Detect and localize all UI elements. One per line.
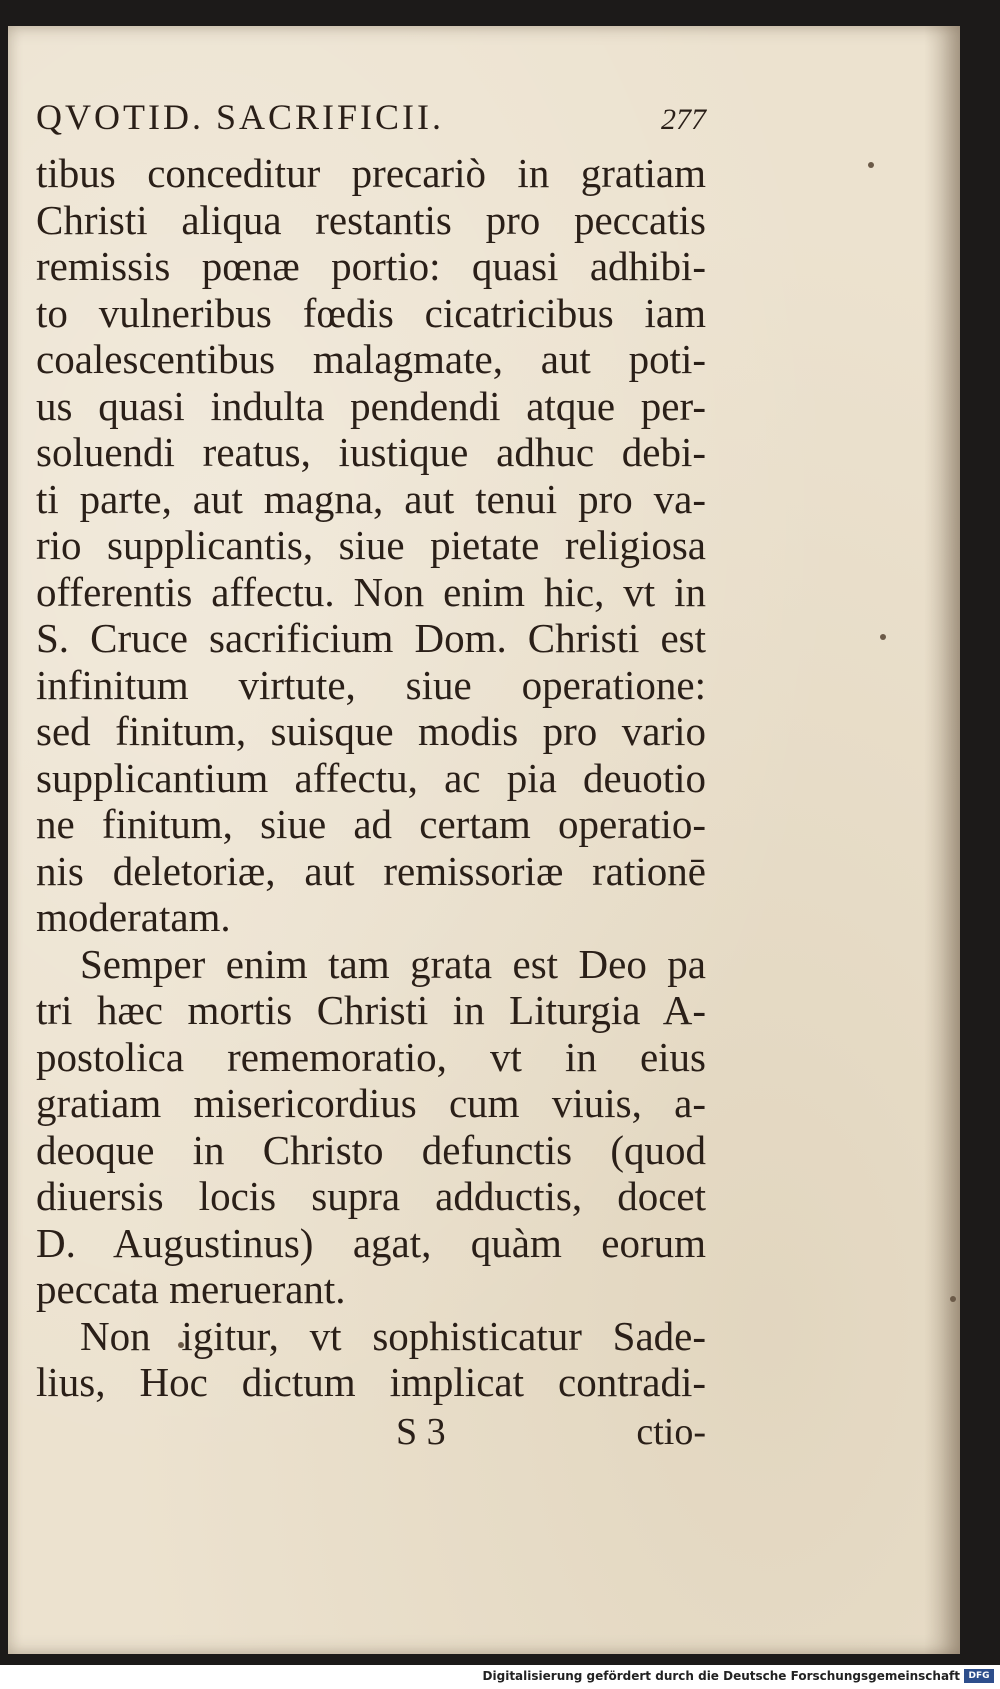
text-line: remissis pœnæ portio: quasi adhibi- bbox=[36, 243, 706, 289]
text-line: rio supplicantis, siue pietate religiosa bbox=[36, 522, 706, 568]
running-head bbox=[36, 96, 706, 150]
text-line: sed finitum, suisque modis pro vario bbox=[36, 708, 706, 754]
text-line: offerentis affectu. Non enim hic, vt in bbox=[36, 568, 706, 615]
text-line: soluendi reatus, iustique adhuc debi- bbox=[36, 429, 706, 475]
text-line: ti parte, aut magna, aut tenui pro va- bbox=[36, 475, 706, 522]
text-line: D. Augustinus) agat, quàm eorum bbox=[36, 1219, 706, 1266]
text-line: diuersis locis supra adductis, docet bbox=[36, 1173, 706, 1219]
text-line: peccata meruerant. bbox=[36, 1266, 346, 1312]
text-line: tibus conceditur precariò in gratiam bbox=[36, 150, 706, 196]
signature-mark: S 3 bbox=[396, 1410, 446, 1453]
text-line: coalescentibus malagmate, aut poti- bbox=[36, 336, 706, 382]
text-line: lius, Hoc dictum implicat contradi- bbox=[36, 1359, 706, 1405]
text-line: tri hæc mortis Christi in Liturgia A- bbox=[36, 987, 706, 1033]
text-line: postolica rememoratio, vt in eius bbox=[36, 1033, 706, 1080]
text-line: Christi aliqua restantis pro peccatis bbox=[36, 196, 706, 243]
digitization-footer bbox=[0, 1665, 1000, 1689]
text-line: infinitum virtute, siue operatione: bbox=[36, 661, 706, 708]
page-number: 277 bbox=[661, 103, 706, 136]
paper-speck bbox=[868, 162, 874, 168]
text-line: gratiam misericordius cum viuis, a- bbox=[36, 1080, 706, 1126]
text-line: moderatam. bbox=[36, 894, 231, 940]
text-line: S. Cruce sacrificium Dom. Christi est bbox=[36, 615, 706, 661]
running-title: QVOTID. SACRIFICII. bbox=[36, 97, 444, 137]
text-line: nis deletoriæ, aut remissoriæ rationē bbox=[36, 847, 706, 894]
catchword: ctio- bbox=[636, 1410, 706, 1453]
dfg-logo-icon: DFG bbox=[964, 1669, 994, 1683]
text-line: deoque in Christo defunctis (quod bbox=[36, 1126, 706, 1173]
page-edge-shadow bbox=[924, 26, 960, 1654]
digitization-credit: Digitalisierung gefördert durch die Deutsche Forschungsgemeinschaft bbox=[482, 1669, 960, 1683]
text-line: ne finitum, siue ad certam operatio- bbox=[36, 801, 706, 847]
text-line: to vulneribus fœdis cicatricibus iam bbox=[36, 289, 706, 336]
text-line: us quasi indulta pendendi atque per- bbox=[36, 382, 706, 429]
paper-speck bbox=[950, 1296, 956, 1302]
text-line: supplicantium affectu, ac pia deuotio bbox=[36, 754, 706, 801]
paper-speck bbox=[880, 634, 886, 640]
text-line: Semper enim tam grata est Deo pa bbox=[80, 940, 706, 987]
catch-line bbox=[36, 1406, 706, 1462]
text-line: Non igitur, vt sophisticatur Sade- bbox=[80, 1312, 706, 1359]
page-text bbox=[36, 96, 706, 1462]
